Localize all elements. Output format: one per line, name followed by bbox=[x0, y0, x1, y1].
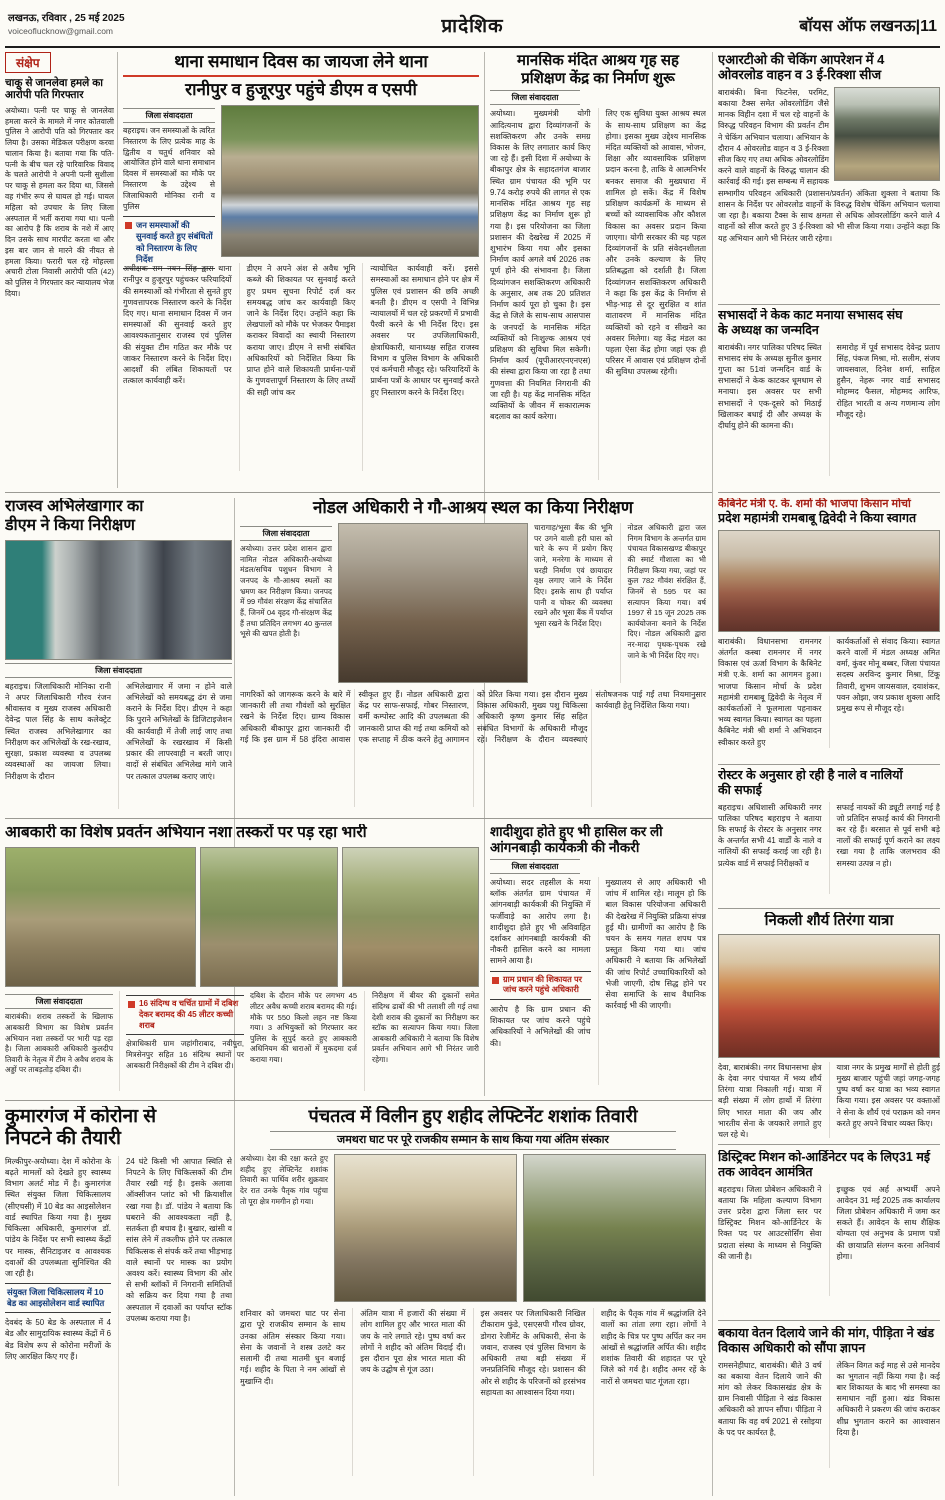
headline-underline bbox=[123, 75, 479, 77]
body-column: नोडल अधिकारी द्वारा जल निगम विभाग के अन्तर्गत ग्राम पंचायत विकासखण्ड बीकापुर की स्मार्ट गौशाला का भी निरीक्षण किया गया, जहां पर कुल 782 गौवंश संरक्षित हैं, जिनमें से 595 पर का सत्यापन किया गया। वर्ष 1997 से 15 जून 2025 तक कार्ययोजना बनाने के निर्देश दिए। नोडल अधिकारी द्वारा नर-मादा पृथक-पृथक रखे जाने के भी निर्देश दिए गए। bbox=[620, 523, 707, 683]
highlight-text: ग्राम प्रधान की शिकायत पर जांच करने पहुंचे अधिकारी bbox=[503, 974, 583, 995]
headline: थाना समाधान दिवस का जायजा लेने थाना bbox=[174, 52, 428, 71]
byline: जिला संवाददाता bbox=[123, 108, 215, 123]
headline: निपटने की तैयारी bbox=[5, 1128, 121, 1150]
body-column: बहराइच। अधिशासी अधिकारी नगर पालिका परिषद बहराइच ने बताया कि सफाई के रोस्टर के अनुसार नगर के अन्तर्गत सभी 41 वार्डों के नाले व नालियों की सफाई कराई जा रही है। प्रत्येक वार्ड में सफाई निरीक्षकों व bbox=[718, 802, 822, 868]
headline: के अध्यक्ष का जन्मदिन bbox=[718, 322, 819, 337]
column-divider bbox=[117, 52, 118, 488]
headline: रोस्टर के अनुसार हो रही है नाले व नालियों bbox=[718, 768, 903, 782]
highlight-box bbox=[490, 971, 591, 1000]
body-columns: नागरिकों को जागरूक करने के बारे में जानकारी ली तथा गौवंशों को सुरक्षित रखने के निर्देश दिए। ग्राम्य विकास अधिकारी बीकापुर द्वारा जानकारी दी गई कि इस ग्राम में 58 इंदिरा आवास स्वीकृत हुए हैं। नोडल अधिकारी द्वारा केंद्र पर साफ-सफाई, गोबर निस्तारण, वर्मी कम्पोस्ट आदि की उपलब्धता की जानकारी प्राप्त की गई तथा कमियों को एक सप्ताह में ठीक करने हेतु आगामन को प्रेरित किया गया। इस दौरान मुख्य विकास अधिकारी, मुख्य पशु चिकित्सा अधिकारी कृष्ण कुमार सिंह सहित संबंधित विभागों के अधिकारी मौजूद रहे। निरीक्षण के दौरान व्यवस्थाएं संतोषजनक पाई गईं तथा नियमानुसार कार्यवाही हेतु निर्देशित किया गया। bbox=[240, 690, 706, 744]
body-column: यात्रा नगर के प्रमुख मार्गों से होती हुई मुख्य बाजार पहुंची जहां जगह-जगह पुष्प वर्षा कर यात्रा का भव्य स्वागत किया गया। इस अवसर पर वक्ताओं ने सेना के शौर्य एवं पराक्रम को नमन करते हुए अपने विचार व्यक्त किए। bbox=[829, 1062, 941, 1138]
body-column: रामसनेहीघाट, बाराबंकी। बीते 3 वर्ष का बकाया वेतन दिलाये जाने की मांग को लेकर विकासखंड क्षेत्र के ग्राम निवासी पीड़िता ने खंड विकास अधिकारी को ज्ञापन सौंपा। पीड़िता ने बताया कि वह वर्ष 2021 से रसोइया के पद पर कार्यरत है, bbox=[718, 1360, 822, 1437]
highlight-box: संयुक्त जिला चिकित्सालय में 10 बेड का आइसोलेशन वार्ड स्थापित bbox=[5, 1283, 111, 1313]
headline: रानीपुर व हुजूरपुर पहुंचे डीएम व एसपी bbox=[185, 80, 417, 100]
body-column: मिल्कीपुर-अयोध्या। देश में कोरोना के बढ़ते मामलों को देखते हुए स्वास्थ्य विभाग अलर्ट मोड में है। कुमारगंज स्थित संयुक्त जिला चिकित्सालय (सीएचसी) में 10 बेड का आइसोलेशन वार्ड स्थापित किया गया है। मुख्य चिकित्सा अधिकारी, कुमारगंज डॉ. पांडेय के निर्देश पर सभी स्वास्थ्य केंद्रों पर मास्क, सैनिटाइजर व आवश्यक दवाओं की उपलब्धता सुनिश्चित की जा रही है। bbox=[5, 1156, 111, 1278]
body-column: अयोध्या। उत्तर प्रदेश शासन द्वारा नामित नोडल अधिकारी-अयोध्या मंडल/सचिव पशुधन विभाग ने जनपद के गौ-आश्रय स्थलों का भ्रमण कर निरीक्षण किया। जनपद में 99 गौवंश संरक्षण केंद्र संचालित हैं, जिनमें 04 वृहद गौ-संरक्षण केंद्र हैं तथा प्रतिदिन लगभग 40 कुन्तल भूसे की खपत होती है। bbox=[240, 544, 332, 639]
byline: जिला संवाददाता bbox=[5, 994, 113, 1009]
brief-body: अयोध्या। पत्नी पर चाकू से जानलेवा हमला करने के मामले में नगर कोतवाली पुलिस ने आरोपी पति को गिरफ्तार कर लिया है। उसका मेडिकल परीक्षण करवा चालान किया है। बताया गया कि पति-पत्नी के बीच चल रहे पारिवारिक विवाद के चलते आरोपी ने अपनी पत्नी सुशीला पर चाकू से हमला कर दिया था, जिससे वह गंभीर रूप से घायल हो गई। घायल महिला को उपचार के लिए जिला अस्पताल में भर्ती कराया गया था। पत्नी का आरोप है कि शराब के नशे में आए दिन उसके साथ मारपीट करता था और इस बार जान से मारने की नीयत से हमला किया। फरारी चल रहे मोहल्ला अचारी टोला निवासी आरोपी पति (42) को पुलिस ने गिरफ्तार कर न्यायालय भेज दिया। bbox=[5, 105, 114, 299]
body-column: बाराबंकी। नगर पालिका परिषद स्थित सभासद संघ के अध्यक्ष सुनील कुमार गुप्ता का 51वां जन्मदिन वार्ड के सभासदों ने केक काटकर धूमधाम से मनाया। इस अवसर पर सभी सभासदों ने एक-दूसरे को मिठाई खिलाकर बधाई दी और अध्यक्ष के दीर्घायु होने की कामना की। bbox=[718, 342, 822, 431]
body-column: इच्छुक एवं अर्ह अभ्यर्थी अपने आवेदन 31 मई 2025 तक कार्यालय जिला प्रोबेशन अधिकारी में जमा कर सकते हैं। आवेदन के साथ शैक्षिक योग्यता एवं अनुभव के प्रमाण पत्रों की छायाप्रति संलग्न करना अनिवार्य होगा। bbox=[829, 1184, 941, 1296]
photo-funeral-crowd bbox=[334, 1154, 517, 1302]
section-divider bbox=[718, 1320, 940, 1321]
body-column: शनिवार को जमथरा घाट पर सेना द्वारा पूरे राजकीय सम्मान के साथ उनका अंतिम संस्कार किया गया। सेना के जवानों ने शस्त्र उलटे कर सलामी दी तथा मातमी धुन बजाई गई। शहीद के पिता ने नम आंखों से मुखाग्नि दी। bbox=[240, 1309, 346, 1386]
body-column: अंतिम यात्रा में हजारों की संख्या में लोग शामिल हुए और भारत माता की जय के नारे लगाते रहे। पुष्प वर्षा कर लोगों ने शहीद को अंतिम विदाई दी। इस दौरान पूरा क्षेत्र भारत माता की जय के उद्घोष से गूंज उठा। bbox=[352, 1308, 465, 1476]
body-column: 24 घंटे किसी भी आपात स्थिति से निपटने के लिए चिकित्सकों की टीम तैयार रखी गई है। इसके अलावा ऑक्सीजन प्लांट को भी क्रियाशील रखा गया है। डॉ. पांडेय ने बताया कि घबराने की आवश्यकता नहीं है, सतर्कता ही बचाव है। बुखार, खांसी व सांस लेने में तकलीफ होने पर तत्काल चिकित्सक से संपर्क करें तथा भीड़भाड़ वाले स्थानों पर मास्क का प्रयोग अवश्य करें। स्वास्थ्य विभाग की ओर से सभी ब्लॉकों में निगरानी समितियों को सक्रिय कर दिया गया है तथा अस्पताल में दवाओं का पर्याप्त स्टॉक उपलब्ध कराया गया है। bbox=[118, 1156, 232, 1486]
headline: पंचतत्व में विलीन हुए शहीद लेफ्टिनेंट शशांक तिवारी bbox=[308, 1106, 638, 1126]
byline: जिला संवाददाता bbox=[490, 90, 580, 105]
body-column: बहराइच। जिला प्रोबेशन अधिकारी ने बताया कि महिला कल्याण विभाग उत्तर प्रदेश द्वारा जिला स्तर पर डिस्ट्रिक्ट मिशन को-आर्डिनेटर के रिक्त पद पर आउटसोर्सिंग सेवा प्रदाता संस्था के माध्यम से नियुक्ति की जानी है। bbox=[718, 1184, 822, 1261]
article-minister-welcome bbox=[718, 498, 940, 760]
body-column: बाराबंकी। विधानसभा रामनगर अंतर्गत कस्बा रामनगर में नगर विकास एवं ऊर्जा विभाग के कैबिनेट मंत्री ए.के. शर्मा का आगमन हुआ। भाजपा किसान मोर्चा के प्रदेश महामंत्री रामबाबू द्विवेदी के नेतृत्व में कार्यकर्ताओं ने फूलमाला पहनाकर भव्य स्वागत किया। स्वागत का पहला कैबिनेट मंत्री श्री शर्मा ने अभिवादन स्वीकार करते हुए bbox=[718, 636, 822, 747]
article-records-inspection bbox=[5, 498, 232, 814]
photo-tiranga-yatra bbox=[718, 934, 940, 1058]
article-martyr-funeral bbox=[240, 1106, 706, 1496]
article-thana-diwas bbox=[123, 52, 479, 488]
article-arto-seize bbox=[718, 52, 940, 300]
article-tiranga-yatra bbox=[718, 912, 940, 1142]
byline: जिला संवाददाता bbox=[5, 663, 232, 678]
subheadline: जमथरा घाट पर पूरे राजकीय सम्मान के साथ किया गया अंतिम संस्कार bbox=[270, 1131, 676, 1150]
section-divider bbox=[5, 492, 712, 493]
column-divider bbox=[712, 52, 713, 1496]
header-rule bbox=[5, 46, 940, 48]
brief-box-title: संक्षेप bbox=[5, 52, 51, 73]
bullet-square-icon bbox=[492, 977, 499, 984]
headline: मानसिक मंदित आश्रय गृह सह bbox=[517, 52, 679, 69]
masthead-title: बॉयस ऑफ लखनऊ bbox=[799, 18, 916, 35]
body-column: न्यायोचित कार्यवाही करें। इससे समस्याओं का समाधान होने पर क्षेत्र में पुलिस एवं प्रशासन की छवि अच्छी बनती है। डीएम व एसपी ने विभिन्न न्यायालयों में चल रहे प्रकरणों में प्रभावी पैरवी करने के भी निर्देश दिए। इस अवसर पर उपजिलाधिकारी, क्षेत्राधिकारी, थानाध्यक्ष सहित राजस्व विभाग व पुलिस विभाग के अधिकारी एवं कर्मचारी मौजूद रहे। फरियादियों के प्रार्थना पत्रों के आधार पर सुनवाई करते हुए निस्तारण करने के निर्देश दिए। bbox=[362, 263, 479, 471]
byline: जिला संवाददाता bbox=[240, 526, 332, 541]
section-divider bbox=[718, 304, 940, 305]
brief-headline: चाकू से जानलेवा हमले का आरोपी पति गिरफ्तार bbox=[5, 77, 103, 102]
body-column: लिए एक सुविधा युक्त आश्रय स्थल के साथ-साथ प्रशिक्षण का केंद्र होगा। इसका मुख्य उद्देश्य मानसिक मंदित व्यक्तियों को आवास, भोजन, शिक्षा और व्यावसायिक प्रशिक्षण प्रदान करना है, ताकि वे आत्मनिर्भर बनकर समाज की मुख्यधारा में शामिल हो सकें। केंद्र में विशेष प्रशिक्षण कार्यक्रमों के माध्यम से बच्चों को व्यावसायिक और कौशल विकास का अवसर प्रदान किया जाएगा। योगी सरकार की यह पहल दिव्यांगजनों के प्रति संवेदनशीलता और उनके कल्याण के लिए प्रतिबद्धता को दर्शाती है। जिला दिव्यांगजन सशक्तिकरण अधिकारी ने कहा कि इस केंद्र के निर्माण से भीड़-भाड़ से दूर सुरक्षित व शांत वातावरण में मानसिक मंदित व्यक्तियों को रहने व सीखने का अवसर मिलेगा। यह केंद्र मंडल का पहला ऐसा केंद्र होगा जहां एक ही परिसर में आवास एवं प्रशिक्षण दोनों की सुविधा उपलब्ध रहेगी। bbox=[598, 108, 707, 480]
section-divider bbox=[5, 1100, 712, 1101]
article-brief bbox=[5, 52, 114, 488]
body-column: अधीक्षक राम नयन सिंह द्वारा थाना रानीपुर व हुजूरपुर पहुंचकर फरियादियों की समस्याओं को गंभीरता से सुनते हुए गुणवत्तापरक निस्तारण करने के निर्देश दिए गए। थाना समाधान दिवस में जन समस्याओं की सुनवाई करते हुए आवश्यकतानुसार राजस्व एवं पुलिस की संयुक्त टीम गठित कर मौके पर जाकर निस्तारण करने के निर्देश दिए। आदर्शों की लंबित शिकायतों पर तत्काल कार्यवाही करें। bbox=[123, 264, 232, 386]
body-column: अभिलेखागार में जमा न होने वाले अभिलेखों को समयबद्ध ढंग से जमा कराने के निर्देश दिए। डीएम ने कहा कि पुराने अभिलेखों के डिजिटाइजेशन की कार्यवाही में तेजी लाई जाए तथा अभिलेखों के रखरखाव में किसी प्रकार की लापरवाही न बरती जाए। वादों से संबंधित अभिलेख मांगे जाने पर तत्काल उपलब्ध कराए जाएं। bbox=[118, 681, 232, 809]
body-column: निरीक्षण में बीयर की दुकानों समेत संदिग्ध ढाबों की भी तलाशी ली गई तथा देशी शराब की दुकानों का निरीक्षण कर स्टॉक का सत्यापन किया गया। जिला आबकारी अधिकारी ने बताया कि विशेष प्रवर्तन अभियान आगे भी निरंतर जारी रहेगा। bbox=[364, 991, 479, 1091]
headline: शादीशुदा होते हुए भी हासिल कर ली bbox=[490, 824, 663, 839]
photo-cow-shelter bbox=[338, 523, 528, 683]
body-column: अयोध्या। देश की रक्षा करते हुए शहीद हुए लेफ्टिनेंट शशांक तिवारी का पार्थिव शरीर शुक्रवार देर रात उनके पैतृक गांव पहुंचा तो पूरा क्षेत्र गमगीन हो गया। bbox=[240, 1154, 328, 1206]
photo-excise-raid-2 bbox=[200, 847, 337, 987]
headline: कैबिनेट मंत्री ए. के. शर्मा की भाजपा किसान मोर्चा bbox=[718, 498, 911, 510]
article-mission-coordinator bbox=[718, 1150, 940, 1316]
contact-email: voiceoflucknow@gmail.com bbox=[8, 26, 114, 36]
headline: बकाया वेतन दिलाये जाने की मांग, पीड़िता ने खंड विकास अधिकारी को सौंपा ज्ञापन bbox=[718, 1326, 935, 1355]
section-divider bbox=[718, 492, 940, 493]
bullet-square-icon bbox=[125, 222, 132, 229]
masthead bbox=[799, 14, 937, 36]
body-column: सफाई नायकों की ड्यूटी लगाई गई है जो प्रतिदिन सफाई कार्य की निगरानी कर रहे हैं। बरसात से पूर्व सभी बड़े नालों की सफाई पूर्ण कराने का लक्ष्य रखा गया है ताकि जलभराव की समस्या उत्पन्न न हो। bbox=[829, 802, 941, 894]
headline: नोडल अधिकारी ने गौ-आश्रय स्थल का किया निरीक्षण bbox=[312, 498, 634, 517]
body-column: लेकिन विगत कई माह से उसे मानदेय का भुगतान नहीं किया गया है। कई बार शिकायत के बाद भी समस्या का समाधान नहीं हुआ। खंड विकास अधिकारी ने प्रकरण की जांच कराकर शीघ्र भुगतान कराने का आश्वासन दिया है। bbox=[829, 1360, 941, 1468]
headline: की सफाई bbox=[718, 782, 762, 797]
photo-police-meeting bbox=[221, 105, 479, 257]
headline: निकली शौर्य तिरंगा यात्रा bbox=[764, 912, 894, 929]
body-column: बहराइच। जिलाधिकारी मोनिका रानी ने अपर जिलाधिकारी गौरव रंजन श्रीवास्तव व मुख्य राजस्व अधिकारी देवेन्द्र पाल सिंह के साथ कलेक्ट्रेट स्थित राजस्व अभिलेखागार का निरीक्षण कर अभिलेखों के रख-रखाव, सुरक्षा, प्रकाश व्यवस्था व उपलब्ध व्यवस्थाओं का जायजा लिया। निरीक्षण के दौरान bbox=[5, 681, 111, 781]
body-text: बाराबंकी। बिना फिटनेस, परमिट, बकाया टैक्स समेत ओवरलोडिंग जैसे मानक विहीन दशा में चल रहे वाहनों के विरुद्ध परिवहन विभाग की प्रवर्तन टीम ने चेकिंग अभियान चलाया। अभियान के दौरान 4 ओवरलोड वाहन व 3 ई-रिक्शा सीज किए गए तथा अधिक ओवरलोडिंग करने वाले वाहनों के विरुद्ध चालान की कार्रवाई की गई। इस सम्बन्ध में सहायक सम्भागीय परिवहन अधिकारी (प्रशासन/प्रवर्तन) अंकिता शुक्ला ने बताया कि शासन के निर्देश पर ओवरलोड वाहनों के विरुद्ध विशेष चेकिंग अभियान चलाया जा रहा है। बकाया टैक्स के साथ क्षमता से अधिक ओवरलोडिंग करने वाले 4 वाहनों को सीज करते हुए 3 ई-रिक्शा को भी सीज किया गया। उन्होंने कहा कि यह अभियान आगे भी निरंतर जारी रहेगा। bbox=[718, 87, 940, 243]
headline: डीएम ने किया निरीक्षण bbox=[5, 516, 135, 534]
headline: डिस्ट्रिक्ट मिशन को-आर्डिनेटर पद के लिए31 मई तक आवेदन आमंत्रित bbox=[718, 1150, 930, 1179]
body-column: देवबंद के 50 बेड के अस्पताल में 4 बेड और सामुदायिक स्वास्थ्य केंद्रों में 6 बेड विशेष रूप से कोरोना मरीजों के लिए आरक्षित किए गए हैं। bbox=[5, 1318, 111, 1361]
headline: कुमारगंज में कोरोना से bbox=[5, 1106, 157, 1127]
headline: राजस्व अभिलेखागार का bbox=[5, 498, 144, 515]
photo-excise-raid-3 bbox=[342, 847, 479, 987]
photo-minister-welcome bbox=[718, 530, 940, 632]
page-number: 11 bbox=[920, 18, 937, 35]
body-column: अयोध्या। मुख्यमंत्री योगी आदित्यनाथ द्वारा दिव्यांगजनों के सशक्तिकरण और उनके समग्र विकास के लिए लगातार कार्य किए जा रहे हैं। इसी दिशा में अयोध्या के बीकापुर क्षेत्र के सहादतगंज बाजार स्थित ग्राम पंचायत की भूमि पर 9.74 करोड़ रुपये की लागत से एक मानसिक मंदित आश्रय गृह सह प्रशिक्षण केंद्र का निर्माण शुरू हो गया है। इस परियोजना का जिला प्रशासन की देखरेख में 2025 में शुभारंभ किया गया और इसका निर्माण कार्य अगले वर्ष 2026 तक पूर्ण होने की संभावना है। जिला दिव्यांगजन सशक्तिकरण अधिकारी के अनुसार, अब तक 20 प्रतिशत निर्माण कार्य पूरा हो चुका है। इस केंद्र से जिले के साथ-साथ आसपास के जनपदों के मानसिक मंदित व्यक्तियों को निःशुल्क आश्रय एवं प्रशिक्षण की सुविधा मिल सकेगी। निर्माण कार्य (यूपीआरएनएनएस) की संस्था द्वारा किया जा रहा है तथा गुणवत्ता की नियमित निगरानी की जा रही है। यह केंद्र मानसिक मंदित व्यक्तियों के जीवन में सकारात्मक बदलाव का कार्य करेगा। bbox=[490, 109, 591, 422]
article-drain-cleaning bbox=[718, 768, 940, 904]
edition-dateline: लखनऊ, रविवार , 25 मई 2025 bbox=[8, 13, 125, 24]
body-column: मुख्यालय से आए अधिकारी भी जांच में शामिल रहे। मालूम हो कि बाल विकास परियोजना अधिकारी की देखरेख में नियुक्ति प्रक्रिया संपन्न हुई थी। ग्रामीणों का आरोप है कि चयन के समय गलत शपथ पत्र प्रस्तुत किया गया था। जांच अधिकारी ने बताया कि अभिलेखों की जांच रिपोर्ट उच्चाधिकारियों को भेजी जाएगी, दोष सिद्ध होने पर सेवा समाप्ति के साथ वैधानिक कार्रवाई भी की जाएगी। bbox=[598, 877, 707, 1085]
article-mandit-kendra bbox=[490, 52, 706, 488]
photo-records-inspection bbox=[5, 540, 232, 660]
section-divider bbox=[718, 908, 940, 909]
section-divider bbox=[718, 1144, 940, 1145]
section-title: प्रादेशिक bbox=[441, 16, 504, 37]
body-column: अयोध्या। सदर तहसील के मया ब्लॉक अंतर्गत ग्राम पंचायत में आंगनबाड़ी कार्यकत्री की नियुक्ति में फर्जीवाड़े का आरोप लगा है। शादीशुदा होते हुए भी अविवाहित दर्शाकर आंगनबाड़ी कार्यकत्री की नौकरी हासिल करने का मामला सामने आया है। bbox=[490, 877, 591, 966]
body-column: आरोप है कि ग्राम प्रधान की शिकायत पर जांच करने पहुंचे अधिकारियों ने अभिलेखों की जांच की। bbox=[490, 1004, 591, 1048]
article-lede: बहराइच। जन समस्याओं के त्वरित निस्तारण के लिए प्रत्येक माह के द्वितीय व चतुर्थ शनिवार को आयोजित होने वाले थाना समाधान दिवस में समस्याओं का मौके पर निस्तारण के उद्देश्य से जिलाधिकारी मोनिका रानी व पुलिस bbox=[123, 126, 215, 211]
body-column: दबिश के दौरान मौके पर लगभग 45 लीटर अवैध कच्ची शराब बरामद की गई। मौके पर 550 किलो लहन नष्ट किया गया। 3 अभियुक्तों को गिरफ्तार कर पुलिस के सुपुर्द करते हुए आबकारी अधिनियम की धाराओं में मुकदमा दर्ज कराया गया। bbox=[250, 991, 357, 1065]
article-cow-shelter bbox=[240, 498, 706, 814]
body-column: डीएम ने अपने अंश से अवैध भूमि कब्जे की शिकायत पर सुनवाई करते हुए प्रथम सूचना रिपोर्ट दर्ज कर समयबद्ध जांच कर कार्यवाही किए जाने के निर्देश दिए। उन्होंने कहा कि लेखपालों को मौके पर भेजकर पैमाइश कराकर विवादों का स्थायी निस्तारण कराया जाए। डीएम ने सभी संबंधित अधिकारियों को निर्देशित किया कि प्राप्त होने वाले शिकायती प्रार्थना-पत्रों के गुणवत्तापूर्ण निस्तारण के लिए तथ्यों की सही जांच कर bbox=[239, 263, 356, 471]
section-divider bbox=[718, 764, 940, 765]
highlight-text: जन समस्याओं की सुनवाई करते हुए संबंधितों को निस्तारण के लिए निर्देश bbox=[136, 220, 213, 264]
headline: प्रशिक्षण केंद्र का निर्माण शुरू bbox=[521, 69, 675, 87]
bullet-square-icon bbox=[128, 1001, 135, 1008]
highlight-text: 16 संदिग्ध व चर्चित ग्रामों में दबिश देकर बरामद की 45 लीटर कच्ची शराब bbox=[139, 999, 239, 1030]
headline: आबकारी का विशेष प्रवर्तन अभियान नशा तस्करों पर पड़ रहा भारी bbox=[5, 824, 367, 841]
body-column: इस अवसर पर जिलाधिकारी निखिल टीकाराम फुंडे, एसएसपी गौरव ग्रोवर, डोगरा रेजीमेंट के अधिकारी, सेना के जवान, राजस्व एवं पुलिस विभाग के अधिकारी तथा बड़ी संख्या में जनप्रतिनिधि मौजूद रहे। प्रशासन की ओर से शहीद के परिजनों को हरसंभव सहायता का आश्वासन दिया गया। bbox=[473, 1308, 586, 1476]
article-sabhasad-birthday bbox=[718, 308, 940, 488]
headline: एआरटीओ की चेकिंग आपरेशन में 4 bbox=[718, 52, 885, 67]
photo-seized-vehicles bbox=[834, 87, 940, 181]
article-pending-salary bbox=[718, 1326, 940, 1496]
body-column: चारागाह/भूसा बैंक की भूमि पर उगने वाली हरी घास को चारे के रूप में प्रयोग किए जाने, मनरेगा के माध्यम से चरही निर्माण एवं छायादार वृक्ष लगाए जाने के निर्देश दिए। इसके साथ ही पर्याप्त पानी व चोकर की व्यवस्था रखने और भूसा बैंक में पर्याप्त भूसा रखने के निर्देश दिए। bbox=[534, 523, 613, 628]
body-column: शहीद के पैतृक गांव में श्रद्धांजलि देने वालों का तांता लगा रहा। लोगों ने शहीद के चित्र पर पुष्प अर्पित कर नम आंखों से श्रद्धांजलि अर्पित की। शहीद शशांक तिवारी की शहादत पर पूरे जिले को गर्व है। शहीद अमर रहें के नारों से जमथरा घाट गूंजता रहा। bbox=[593, 1308, 706, 1476]
photo-excise-raid-1 bbox=[5, 847, 196, 987]
photo-army-honor-guard bbox=[523, 1154, 706, 1302]
headline: सभासदों ने केक काट मनाया सभासद संघ bbox=[718, 308, 903, 322]
highlight-box bbox=[126, 995, 244, 1035]
body-column: क्षेत्राधिकारी ग्राम जहांगीराबाद, नवीपुरा, मित्रसेनपुर सहित 16 संदिग्ध स्थानों पर आबकारी निरीक्षकों की टीम ने दबिश दी। bbox=[126, 1039, 244, 1070]
body-column: देवा, बाराबंकी। नगर विधानसभा क्षेत्र के देवा नगर पंचायत में भव्य शौर्य तिरंगा यात्रा निकाली गई। यात्रा में बड़ी संख्या में लोग हाथों में तिरंगा लिए भारत माता की जय और भारतीय सेना के जयकारे लगाते हुए चल रहे थे। bbox=[718, 1062, 822, 1139]
article-anganwadi-job bbox=[490, 824, 706, 1096]
highlight-box bbox=[123, 216, 215, 268]
masthead-separator: | bbox=[915, 18, 921, 35]
body-column: कार्यकर्ताओं से संवाद किया। स्वागत करने वालों में मंडल अध्यक्ष अमित वर्मा, कुंवर मोनू बब्बर, जिला पंचायत सदस्य अरविन्द कुमार मिश्रा, टिंकू तिवारी, शुभम जायसवाल, दयाशंकर, पवन ओझा, जय प्रकाश शुक्ला आदि प्रमुख रूप से मौजूद रहे। bbox=[829, 636, 941, 748]
headline: आंगनबाड़ी कार्यकत्री की नौकरी bbox=[490, 839, 640, 855]
section-divider bbox=[5, 818, 712, 819]
body-column: बाराबंकी। शराब तस्करों के खिलाफ आबकारी विभाग का विशेष प्रवर्तन अभियान नशा तस्करों पर भारी पड़ रहा है। जिला आबकारी अधिकारी कुलदीप तिवारी के नेतृत्व में टीम ने अवैध शराब के अड्डों पर ताबड़तोड़ दबिश दी। bbox=[5, 1012, 113, 1075]
headline: ओवरलोड वाहन व 3 ई-रिक्शा सीज bbox=[718, 67, 882, 83]
headline: प्रदेश महामंत्री रामबाबू द्विवेदी ने किया स्वागत bbox=[718, 510, 917, 525]
article-corona-preparation bbox=[5, 1106, 232, 1496]
body-column: समारोह में पूर्व सभासद देवेन्द्र प्रताप सिंह, पंकज मिश्रा, मो. सलीम, संजय जायसवाल, दिनेश शर्मा, साहिल हुसैन, नेहरू नगर वार्ड सभासद मोहम्मद फैसल, मोहम्मद आरिफ, रोहित भारती व अन्य गणमान्य लोग मौजूद रहे। bbox=[829, 342, 941, 476]
byline: जिला संवाददाता bbox=[490, 859, 580, 874]
article-excise-raid bbox=[5, 824, 479, 1096]
